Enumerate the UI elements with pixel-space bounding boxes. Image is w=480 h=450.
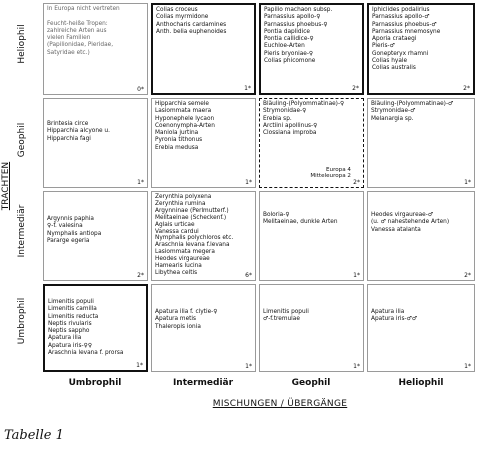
- cell-text: Anth. belia euphenoides: [156, 28, 227, 35]
- cell-text: Vanessa cardui: [155, 228, 199, 235]
- cell-heliophil-intermediar: [151, 3, 256, 95]
- cell-text: Hipparchia semele: [155, 101, 209, 107]
- cell-count: 1*: [464, 363, 471, 370]
- cell-text: (Papilionidae, Pieridae,: [47, 42, 114, 49]
- cell-text: Strymonidae-♀: [263, 108, 307, 115]
- cell-text: Parnassius apollo-♂: [372, 14, 430, 21]
- cell-text: Limenitis reducta: [48, 313, 99, 320]
- cell-text: Erebia medusa: [155, 144, 199, 151]
- cell-text: Pararge egeria: [47, 237, 90, 244]
- cell-text: Clossiana improba: [263, 130, 317, 137]
- cell-text: Erebia sp.: [263, 115, 292, 122]
- col-label-umbrophil: Umbrophil: [68, 378, 122, 388]
- cell-text: Aglais urticae: [155, 221, 195, 228]
- cell-heliophil-heliophil: [367, 3, 475, 95]
- cell-text: Hipparchia fagi: [47, 135, 91, 142]
- cell-text: Pieris bryoniae-♀: [264, 50, 314, 57]
- cell-text: Arctiini apollinus-♀: [263, 122, 318, 129]
- cell-text: Neptis sappho: [48, 328, 90, 335]
- cell-text: ♀-f. valesina: [47, 223, 83, 230]
- cell-text: Thaleropis ionia: [155, 323, 201, 330]
- cell-text: Colias australis: [372, 65, 416, 72]
- cell-text: ♂-f.tremulae: [263, 316, 300, 323]
- cell-text: Coenonympha-Arten: [155, 122, 215, 129]
- x-axis-title: MISCHUNGEN / ÜBERGÄNGE: [212, 399, 348, 409]
- table-caption: Tabelle 1: [4, 428, 64, 443]
- cell-text: vielen Familien: [47, 35, 91, 42]
- col-label-heliophil: Heliophil: [398, 378, 444, 388]
- cell-count: 1*: [136, 362, 143, 369]
- cell-text: In Europa nicht vertreten: [47, 6, 120, 12]
- cell-count: 2*: [137, 272, 144, 279]
- cell-text: Parnassius mnemosyne: [372, 28, 441, 35]
- cell-geophil-intermediar: [151, 98, 256, 188]
- cell-text: Zerynthia polyxena: [155, 194, 212, 200]
- cell-geophil-umbrophil: [43, 98, 148, 188]
- cell-text: Melitaeinae (Scheckenf.): [155, 214, 227, 221]
- cell-text: Pontia callidice-♀: [264, 36, 314, 43]
- cell-text: Gonepteryx rhamni: [372, 50, 429, 57]
- cell-text: Aporia crataegi: [372, 36, 417, 43]
- cell-count: 1*: [353, 363, 360, 370]
- cell-geophil-geophil: [259, 98, 364, 188]
- cell-text: Feucht-heiße Tropen:: [47, 20, 108, 27]
- cell-text: Papilio machaon subsp.: [264, 7, 333, 13]
- cell-text: Bläuling-(Polyommatinae)-♀: [263, 101, 345, 107]
- cell-text: Araschnia levana f.levana: [155, 242, 230, 249]
- cell-umbrophil-geophil: [259, 284, 364, 372]
- cell-text: Hamearis lucina: [155, 263, 202, 270]
- cell-text: Iphiclides podalirius: [372, 7, 430, 13]
- cell-text: Hyponephele lycaon: [155, 115, 215, 122]
- cell-count: 2*: [352, 85, 359, 92]
- cell-count: 6*: [245, 272, 252, 279]
- cell-text: Brintesia circe: [47, 121, 89, 127]
- cell-count: 2*: [353, 179, 360, 186]
- row-label-umbrophil: Umbrophil: [17, 297, 27, 345]
- cell-text: Apatura iris-♂♂: [371, 316, 418, 323]
- cell-count: 1*: [245, 179, 252, 186]
- cell-umbrophil-intermediar: [151, 284, 256, 372]
- cell-count: 2*: [464, 272, 471, 279]
- col-label-geophil: Geophil: [291, 378, 331, 388]
- cell-text: Pieris-♂: [372, 43, 395, 50]
- col-label-intermediar: Intermediär: [172, 378, 234, 388]
- cell-text: Nymphalis antiopa: [47, 230, 102, 237]
- cell-text: Pyronia tithonus: [155, 137, 203, 144]
- row-label-heliophil: Heliophil: [17, 24, 27, 64]
- cell-text: Apatura ilia: [371, 309, 405, 315]
- cell-geophil-heliophil: [367, 98, 475, 188]
- cell-intermediar-geophil: [259, 191, 364, 281]
- cell-text: Melitaeinae, dunkle Arten: [263, 219, 338, 226]
- cell-umbrophil-heliophil: [367, 284, 475, 372]
- cell-text: [47, 13, 144, 20]
- cell-text: Apatura iris-♀♀: [48, 342, 93, 349]
- cell-text: Vanessa atalanta: [371, 226, 421, 233]
- cell-text: Boloria-♀: [263, 212, 290, 218]
- cell-text: Limenitis camilla: [48, 306, 97, 313]
- cell-text: Neptis rivularis: [48, 320, 92, 327]
- cell-text: Anthocharis cardamines: [156, 21, 227, 28]
- row-label-intermediar: Intermediär: [17, 204, 27, 258]
- cell-note: [310, 167, 351, 180]
- cell-text: Parnassius apollo-♀: [264, 14, 321, 21]
- cell-text: Zerynthia rumina: [155, 200, 206, 207]
- cell-count: 1*: [464, 179, 471, 186]
- cell-umbrophil-umbrophil: [43, 284, 148, 372]
- cell-text: Colias myrmidone: [156, 14, 209, 21]
- cell-heliophil-geophil: [259, 3, 364, 95]
- cell-text: Argynninae (Perlmutterf.): [155, 207, 229, 214]
- cell-text: (u. ♂ nahestehende Arten): [371, 219, 450, 226]
- cell-text: Melanargia sp.: [371, 115, 414, 122]
- cell-text: Colias croceus: [156, 7, 198, 13]
- row-label-geophil: Geophil: [17, 122, 27, 158]
- cell-text: Apatura ilia: [48, 335, 82, 342]
- cell-text: Lasiommata megera: [155, 249, 215, 256]
- y-axis-title: TRACHTEN: [1, 161, 11, 211]
- cell-text: Araschnia levana f. prorsa: [48, 350, 124, 357]
- cell-text: Libythea celtis: [155, 269, 198, 276]
- cell-count: 0*: [137, 86, 144, 93]
- cell-text: Heodes virgaureae-♂: [371, 212, 434, 218]
- cell-text: Heodes virgaureae: [155, 256, 210, 263]
- note-line: Mitteleuropa 2: [310, 173, 351, 180]
- cell-text: Limenitis populi: [48, 299, 94, 305]
- cell-count: 1*: [353, 272, 360, 279]
- cell-text: Lasiommata maera: [155, 108, 212, 115]
- cell-intermediar-intermediar: [151, 191, 256, 281]
- cell-text: Limenitis populi: [263, 309, 309, 315]
- cell-count: 1*: [245, 363, 252, 370]
- cell-text: Euchloe-Arten: [264, 43, 305, 50]
- cell-text: Parnassius phoebus-♀: [264, 21, 328, 28]
- cell-text: Parnassius phoebus-♂: [372, 21, 437, 28]
- cell-intermediar-heliophil: [367, 191, 475, 281]
- cell-text: Pontia daplidice: [264, 28, 310, 35]
- cell-text: Argynnis paphia: [47, 216, 94, 222]
- cell-text: Apatura ilia f. clytie-♀: [155, 309, 218, 315]
- cell-text: Colias hyale: [372, 58, 408, 65]
- cell-text: Nymphalis polychloros etc.: [155, 235, 234, 242]
- cell-text: Hipparchia alcyone u.: [47, 128, 110, 135]
- cell-text: Apatura metis: [155, 316, 197, 323]
- cell-text: Satyridae etc.): [47, 49, 90, 56]
- cell-text: zahlreiche Arten aus: [47, 27, 107, 34]
- note-line: Europa 4: [326, 166, 351, 173]
- cell-count: 1*: [244, 85, 251, 92]
- cell-text: Maniola jurtina: [155, 130, 199, 137]
- cell-count: 1*: [137, 179, 144, 186]
- cell-heliophil-umbrophil: [43, 3, 148, 95]
- cell-text: Colias phicomone: [264, 58, 316, 65]
- cell-text: Strymonidae-♂: [371, 108, 416, 115]
- cell-text: Bläuling-(Polyommatinae)-♂: [371, 101, 454, 107]
- cell-count: 2*: [463, 85, 470, 92]
- cell-intermediar-umbrophil: [43, 191, 148, 281]
